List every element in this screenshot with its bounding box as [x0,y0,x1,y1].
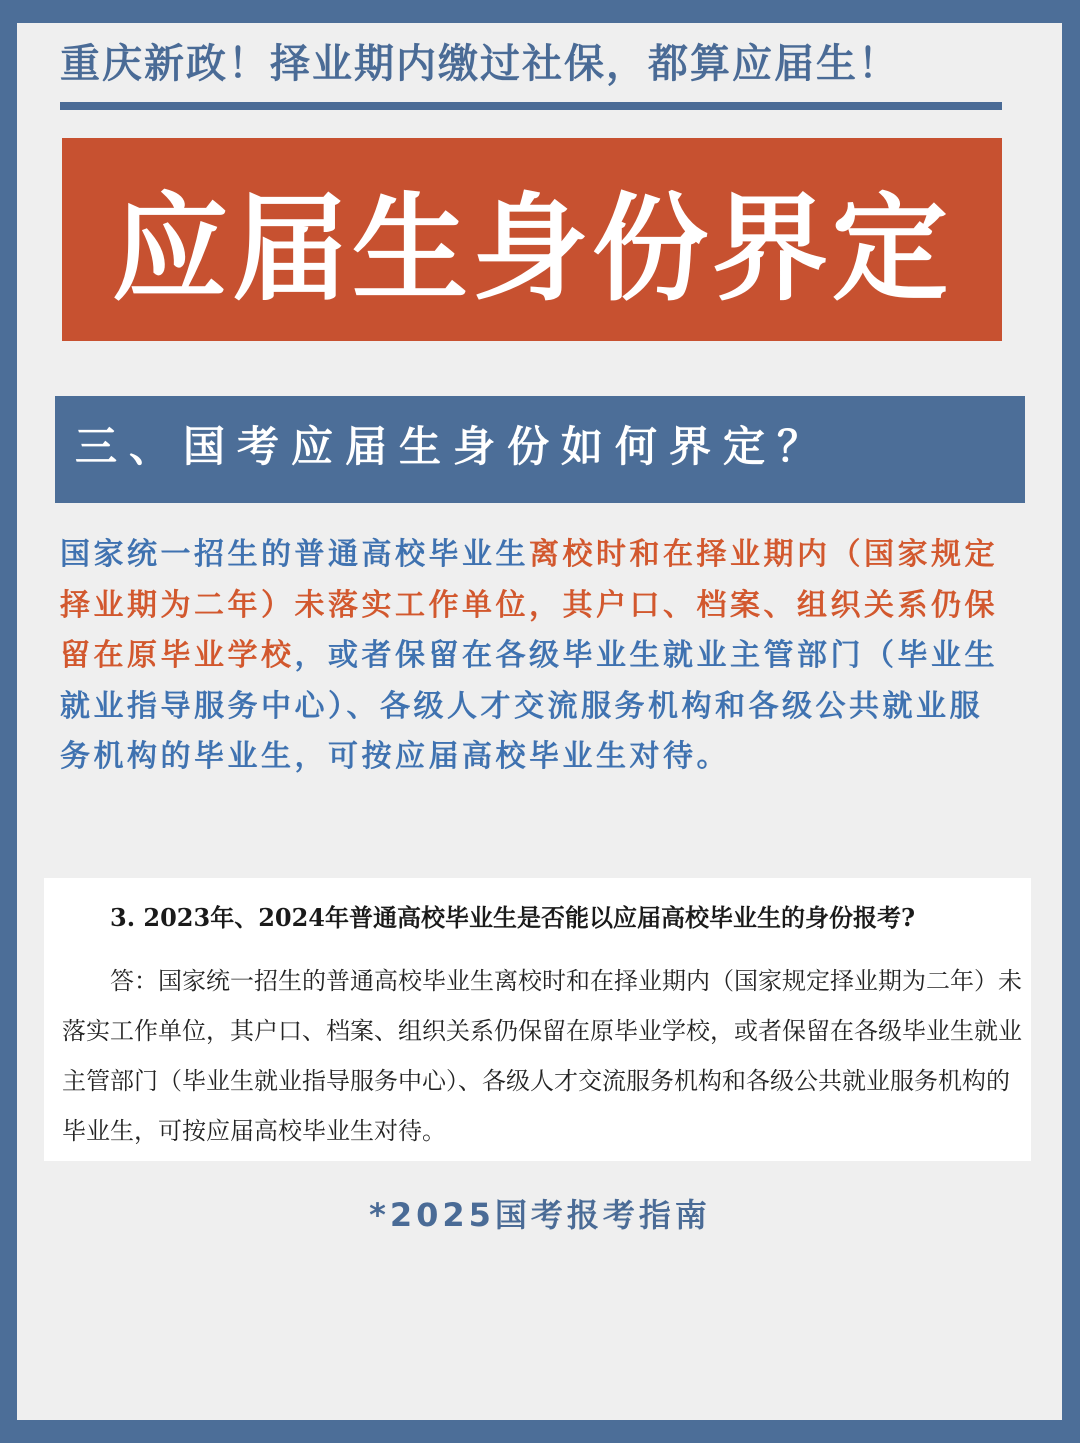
definition-paragraph [60,530,1000,783]
section-heading-bar [55,396,1025,503]
divider [60,102,1002,110]
official-quote-box [44,878,1031,1161]
section-heading: 三、国考应届生身份如何界定？ [75,422,832,471]
banner-title: 应届生身份界定 [112,182,952,317]
quote-answer: 答：国家统一招生的普通高校毕业生离校时和在择业期内（国家规定择业期为二年）未落实工作单位，其户口、档案、组织关系仍保留在原毕业学校，或者保留在各级毕业生就业主管部门（毕业生就业指导服务中心）、各级人才交流服务机构和各级公共就业服务机构的毕业生，可按应届高校毕业生对待。 [62,967,1022,1145]
headline: 重庆新政！择业期内缴过社保，都算应届生！ [60,41,900,87]
body-text-highlight: 离校时和在择业期内（国家规定择业期为二年）未落实工作单位，其户口、档案、组织关系仍保留在原毕业学校 [60,537,998,673]
title-banner [62,138,1002,341]
footer-caption: *2025国考报考指南 [369,1196,711,1234]
body-text-part1: 国家统一招生的普通高校毕业生 [60,537,529,572]
body-text-part3: ，或者保留在各级毕业生就业主管部门（毕业生就业指导服务中心）、各级人才交流服务机构和各级公共就业服务机构的毕业生，可按应届高校毕业生对待。 [60,638,998,774]
quote-question: 3. 2023年、2024年普通高校毕业生是否能以应届高校毕业生的身份报考? [110,903,916,932]
